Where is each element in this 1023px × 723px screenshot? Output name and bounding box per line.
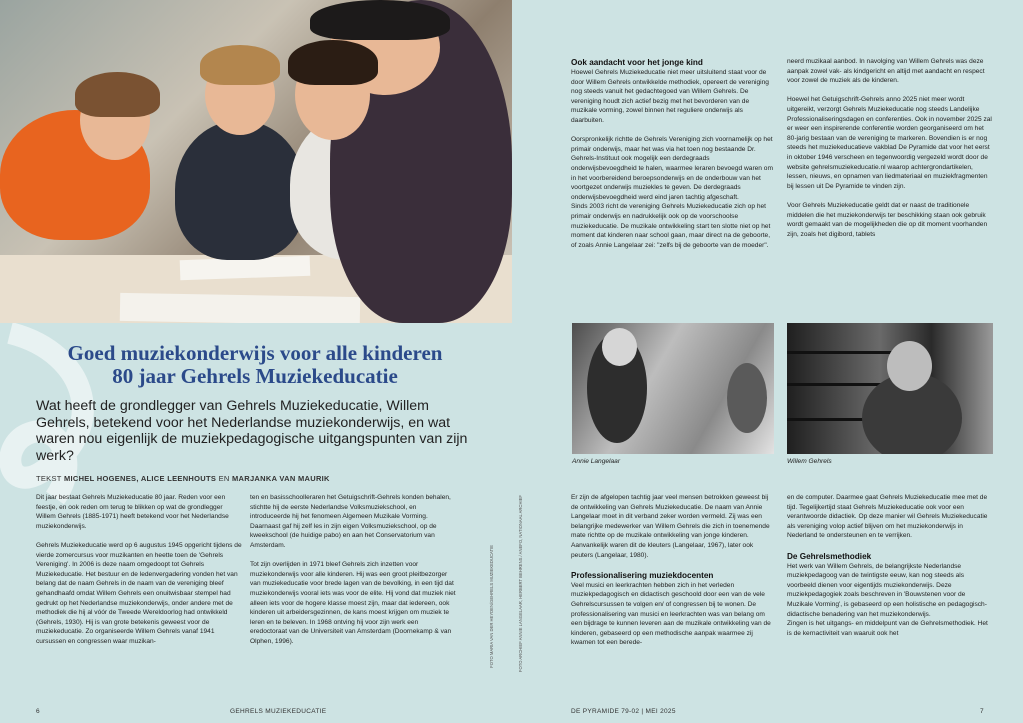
footer-title-right: DE PYRAMIDE 79-02 | MEI 2025 (571, 708, 676, 715)
credits-prefix: TEKST (36, 474, 62, 483)
left-column-1 (36, 493, 242, 656)
photo-annie-langelaar (572, 323, 774, 454)
photo-child-navy (175, 120, 305, 260)
article-lead: Wat heeft de grondlegger van Gehrels Muziekeducatie, Willem Gehrels, betekend voor het Nederlandse muziekonderwijs, en wat waren nou eigenlijk de muziekpedagogische uitgangspunten van zijn werk? (36, 398, 468, 464)
section-heading: Ook aandacht voor het jonge kind (571, 58, 703, 67)
page-number-right: 7 (980, 708, 984, 715)
paragraph: Oorspronkelijk richtte de Gehrels Vereniging zich voornamelijk op het primair onderwijs, maar het was via het toen nog bestaande Dr. Gehrels-Instituut ook mogelijk een derdegraads onderwijsbevoegdheid te halen, waarmee leraren bevoegd waren om in het voorbereidend beroepsonderwijs en de onderbouw van het voortgezet onderwijs muziekles te geven. De derdegraads onderwijsbevoegdheid werd eind jaren tachtig afgeschaft. (571, 136, 773, 201)
right-column-3 (571, 493, 776, 658)
paragraph: Hoewel het Getuigschrift-Gehrels anno 2025 niet meer wordt uitgereikt, verzorgt Gehrels Muziekeducatie nog steeds Landelijke Professionaliseringsdagen en conferenties. Ook in november 2025 zal er weer een inspirerende conferentie worden georganiseerd om het 80-jarig bestaan van de vereniging te markeren. Bovendien is er nog steeds het muziekeducatieve vakblad De Pyramide dat voor het eerst in oktober 1946 verscheen en tegenwoordig vergezeld wordt door de website gehrelsmuziekeducatie.nl waarop achtergrondartikelen, lessen, nieuws, en opnamen van liedmateriaal en muziekfragmenten bij lessen uit De Pyramide te vinden zijn. (787, 96, 992, 190)
paragraph: Tot zijn overlijden in 1971 bleef Gehrels zich inzetten voor muziekonderwijs voor alle kinderen. Hij was een groot pleitbezorger van muziekeducatie voor brede lagen van de bevolking, in een tijd dat muziekonderwijs vooral iets was voor de elite. Hij vond dat muziek niet alleen iets voor de hogere klasse moest zijn, maar dat iedereen, ook kinderen uit arbeidersgezinnen, de kans moest krijgen om muziek te leren en te beleven. In 1968 ontving hij voor zijn werk een eredoctoraat van de Universiteit van Amsterdam (Doornekamp & van Olphen, 1996). (250, 561, 456, 645)
title-line-1: Goed muziekonderwijs voor alle kinderen (67, 341, 443, 365)
right-column-4 (787, 493, 992, 648)
photo-credit-vertical: FOTO ARCHIEF ANNIE LANGELAAR, HERBERT BEHRENS / ANEFO, NATIONAAL ARCHIEF (518, 495, 523, 673)
paragraph: Dit jaar bestaat Gehrels Muziekeducatie 80 jaar. Reden voor een feestje, en ook reden om terug te blikken op wat de grondlegger Willem Gehrels (1885-1971) heeft betekend voor het Nederlandse muziekonderwijs. (36, 494, 229, 530)
page-number-left: 6 (36, 708, 40, 715)
title-line-2: 80 jaar Gehrels Muziekeducatie (112, 364, 398, 388)
photo-shelf (787, 351, 897, 354)
paragraph: Er zijn de afgelopen tachtig jaar veel mensen betrokken geweest bij de ontwikkeling van Gehrels Muziekeducatie. De naam van Annie Langelaar moet in dit verband zeker worden vermeld. Zij was een belangrijke medewerker van Willem Gehrels die zich in toenemende mate richtte op de muzikale ontwikkeling van jonge kinderen. Aanvankelijk waren dit de kleuters (Langelaar, 1967), later ook peuters (Langelaar, 1980). (571, 494, 770, 559)
photo-face (887, 341, 932, 391)
section-heading: De Gehrelsmethodiek (787, 551, 872, 561)
credits-names: MICHEL HOGENES, ALICE LEENHOUTS (63, 474, 217, 483)
photo-face (602, 328, 637, 366)
photo-person (727, 363, 767, 433)
photo-paper (120, 293, 360, 323)
paragraph: Het werk van Willem Gehrels, de belangrijkste Nederlandse muziekpedagoog van de twintigste eeuw, kan nog steeds als voorbeeld dienen voor eigentijds muziekonderwijs. Deze muziekpedagogiek zoals beschreven in 'Bouwstenen voor de Muzikale Vorming', is gebaseerd op een holistische en pedagogisch-didactische benadering van het muziekonderwijs. (787, 562, 987, 618)
photo-hair (288, 40, 378, 85)
caption-willem: Willem Gehrels (787, 458, 832, 465)
left-column-2 (250, 493, 456, 656)
footer-title-left: GEHRELS MUZIEKEDUCATIE (230, 708, 327, 715)
credits-last: MARJANKA VAN MAURIK (231, 474, 330, 483)
section-heading: Professionalisering muziekdocenten (571, 570, 714, 580)
classroom-photo (0, 0, 512, 323)
paragraph: Voor Gehrels Muziekeducatie geldt dat er naast de traditionele middelen die het muziekonderwijs ter beschikking staan ook gebruik wordt gemaakt van de mogelijkheden die op dit moment voorhanden zijn, zoals het digibord, tablets (787, 201, 988, 238)
credits-and: EN (218, 474, 230, 483)
right-column-1 (571, 57, 776, 260)
paragraph: Sinds 2003 richt de vereniging Gehrels Muziekeducatie zich op het primair onderwijs en nadrukkelijk ook op de voorschoolse muziekeducatie. De muzikale ontwikkeling start ten slotte niet op het moment dat kinderen naar school gaan, maar direct na de geboorte, of zoals Annie Langelaar zei: "zelfs bij de geboorte van de moeder". (571, 203, 771, 249)
right-column-2 (787, 57, 992, 249)
paragraph: Hoewel Gehrels Muziekeducatie niet meer uitsluitend staat voor de door Willem Gehrels ontwikkelde methodiek, opereert de vereniging nog steeds vanuit het gedachtegoed van Willem Gehrels. De vereniging houdt zich actief bezig met het bevorderen van de muzikale vorming, zowel binnen het reguliere onderwijs als daarbuiten. (571, 69, 769, 124)
paragraph: ten en basisschoolleraren het Getuigschrift-Gehrels konden behalen, stichtte hij de eerste Nederlandse Volksmuziekschool, en introduceerde hij het fenomeen Algemeen Muzikale Vorming. Daarnaast gaf hij zelf les in zijn eigen Volksmuziekschool, op de kweekschool (de huidige pabo) en aan het Conservatorium van Amsterdam. (250, 494, 451, 549)
caption-annie: Annie Langelaar (572, 458, 621, 465)
article-title (30, 342, 480, 388)
photo-hair (310, 0, 450, 40)
paragraph: neerd muzikaal aanbod. In navolging van Willem Gehrels was deze aanpak zowel vak- als kindgericht en altijd met aandacht en respect voor zowel de muziek als de kinderen. (787, 58, 985, 85)
paragraph: Gehrels Muziekeducatie werd op 6 augustus 1945 opgericht tijdens de vierde zomercursus voor muzikanten en heette toen de 'Gehrels Vereniging'. In 2006 is deze naam omgedoopt tot Gehrels Muziekeducatie. Het bestuur en de ledenvergadering vonden het van belang dat de naam Gehrels in de naam van de vereniging bleef gehandhaafd omdat Willem Gehrels een onuitwisbaar stempel had gedrukt op het Nederlandse muziekonderwijs, onder andere met de methodiek die hij al vóór de Tweede Wereldoorlog had ontwikkeld (Gehrels, 1930). Hij is van grote betekenis geweest voor de muziekeducatie. Zo organiseerde Willem Gehrels vanaf 1941 cursussen en congressen waar muzikan- (36, 541, 242, 645)
photo-hair (75, 72, 160, 117)
paragraph: en de computer. Daarmee gaat Gehrels Muziekeducatie mee met de tijd. Tegelijkertijd staat Gehrels Muziekeducatie ook voor een verantwoorde didactiek. Op deze manier wil Gehrels Muziekeducatie als vereniging volop actief blijven om het muziekonderwijs in Nederland te ondersteunen en te verrijken. (787, 494, 988, 540)
paragraph: Zingen is het uitgangs- en middelpunt van de Gehrelsmethodiek. Het is de kernactiviteit van waaruit ook het (787, 620, 988, 637)
photo-credit-vertical: FOTO MARIA VAN DER HEYDEN/GEHRELS MUZIEKEDUCATIE (489, 545, 494, 668)
paragraph: Veel musici en leerkrachten hebben zich in het verleden muziekpedagogisch en didactisch geschoold door een van de vele Gehrelscursussen te volgen en/ of congressen bij te wonen. De professionalisering van musici en leerkrachten was van belang om een bijdrage te kunnen leveren aan de muzikale ontwikkeling van de kinderen, gebaseerd op een methodische aanpak waarmee zij kwamen tot een berede- (571, 581, 771, 647)
photo-willem-gehrels (787, 323, 993, 454)
author-credits (36, 474, 506, 483)
photo-hair (200, 45, 280, 85)
